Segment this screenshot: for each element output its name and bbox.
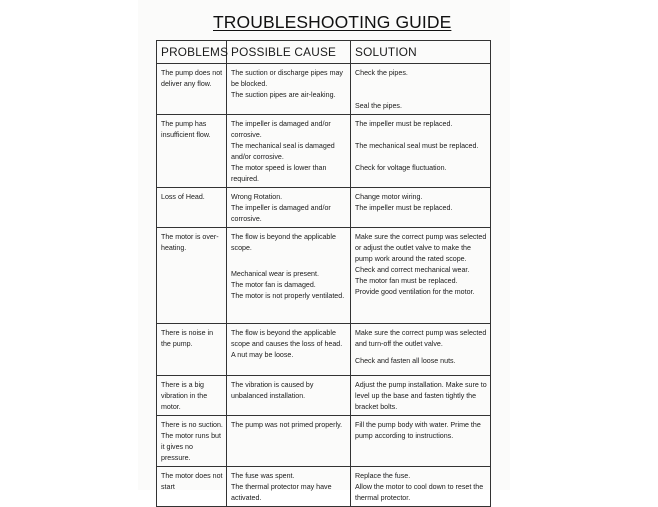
solution-text: Change motor wiring. xyxy=(355,193,423,201)
cause-text: The flow is beyond the applicable scope. xyxy=(231,233,336,252)
header-problems: PROBLEMS xyxy=(157,41,227,64)
solution-cell xyxy=(351,64,491,115)
cause-text: The pump was not primed properly. xyxy=(231,421,343,429)
cause-cell xyxy=(227,188,351,228)
solution-text: Make sure the correct pump was selected and turn-off the outlet valve. xyxy=(355,329,487,348)
table-row xyxy=(157,188,491,228)
cause-text: Mechanical wear is present. xyxy=(231,270,319,278)
solution-text: The impeller must be replaced. xyxy=(355,120,453,128)
solution-text: Check for voltage fluctuation. xyxy=(355,164,447,172)
problem-cell: There is noise in the pump. xyxy=(157,324,227,376)
problem-cell: The pump does not deliver any flow. xyxy=(157,64,227,115)
solution-text: Fill the pump body with water. Prime the pump according to instructions. xyxy=(355,421,481,440)
solution-text: Allow the motor to cool down to reset the thermal protector. xyxy=(355,483,484,502)
cause-cell xyxy=(227,64,351,115)
table-row xyxy=(157,228,491,324)
solution-text: The impeller must be replaced. xyxy=(355,204,453,212)
problem-cell: The pump has insufficient flow. xyxy=(157,115,227,188)
cause-text: The impeller is damaged and/or corrosive. xyxy=(231,204,331,223)
problem-cell: There is no suction. The motor runs but it gives no pressure. xyxy=(157,416,227,467)
problem-cell: There is a big vibration in the motor. xyxy=(157,376,227,416)
solution-cell xyxy=(351,188,491,228)
cause-cell xyxy=(227,115,351,188)
solution-text: Make sure the correct pump was selected or adjust the outlet valve to make the pump work around the rated scope. xyxy=(355,233,487,263)
solution-cell xyxy=(351,324,491,376)
cause-text: The motor speed is lower than required. xyxy=(231,164,327,183)
solution-text: Seal the pipes. xyxy=(355,102,402,110)
cause-text: The thermal protector may have activated. xyxy=(231,483,332,502)
table-row xyxy=(157,416,491,467)
table-row xyxy=(157,64,491,115)
solution-cell xyxy=(351,228,491,324)
solution-text: Check the pipes. xyxy=(355,69,408,77)
solution-text: The motor fan must be replaced. xyxy=(355,277,458,285)
solution-text: Check and correct mechanical wear. xyxy=(355,266,470,274)
troubleshooting-table xyxy=(156,40,491,507)
cause-cell xyxy=(227,416,351,467)
cause-cell xyxy=(227,376,351,416)
table-row xyxy=(157,324,491,376)
cause-text: The suction pipes are air-leaking. xyxy=(231,91,336,99)
problem-cell: Loss of Head. xyxy=(157,188,227,228)
table-header-row xyxy=(157,41,491,64)
cause-text: The fuse was spent. xyxy=(231,472,295,480)
header-possible-cause: POSSIBLE CAUSE xyxy=(227,41,351,64)
table-row xyxy=(157,467,491,507)
table-row xyxy=(157,115,491,188)
solution-cell xyxy=(351,416,491,467)
cause-cell xyxy=(227,324,351,376)
header-solution: SOLUTION xyxy=(351,41,491,64)
cause-text: The motor fan is damaged. xyxy=(231,281,316,289)
cause-text: Wrong Rotation. xyxy=(231,193,283,201)
solution-cell xyxy=(351,376,491,416)
table-row xyxy=(157,376,491,416)
cause-text: The vibration is caused by unbalanced installation. xyxy=(231,381,314,400)
document-title: TROUBLESHOOTING GUIDE xyxy=(213,12,452,32)
cause-text: The motor is not properly ventilated. xyxy=(231,292,345,300)
cause-cell xyxy=(227,228,351,324)
cause-text: The impeller is damaged and/or corrosive. xyxy=(231,120,331,139)
solution-cell xyxy=(351,115,491,188)
solution-text: Check and fasten all loose nuts. xyxy=(355,357,456,365)
cause-text: The flow is beyond the applicable scope and causes the loss of head. xyxy=(231,329,343,348)
cause-text: A nut may be loose. xyxy=(231,351,294,359)
solution-text: Provide good ventilation for the motor. xyxy=(355,288,475,296)
solution-text: Adjust the pump installation. Make sure to level up the base and fasten tightly the bracket bolts. xyxy=(355,381,487,411)
cause-text: The suction or discharge pipes may be blocked. xyxy=(231,69,343,88)
solution-text: Replace the fuse. xyxy=(355,472,411,480)
solution-cell xyxy=(351,467,491,507)
problem-cell: The motor does not start xyxy=(157,467,227,507)
solution-text: The mechanical seal must be replaced. xyxy=(355,142,479,150)
cause-text: The mechanical seal is damaged and/or corrosive. xyxy=(231,142,335,161)
problem-cell: The motor is over-heating. xyxy=(157,228,227,324)
cause-cell xyxy=(227,467,351,507)
